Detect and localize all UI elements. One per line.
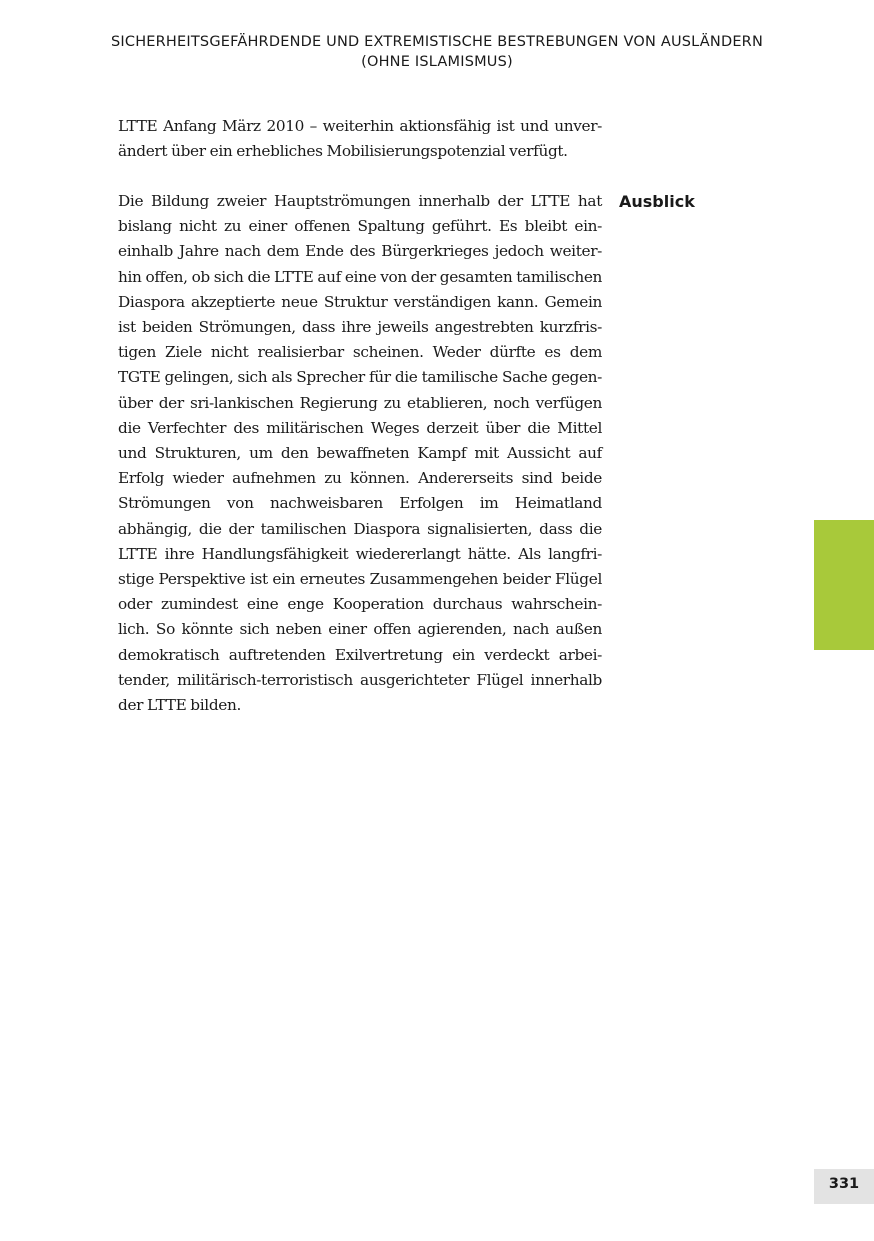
paragraph-line: Strömungen von nachweisbaren Erfolgen im Heimatland (118, 494, 602, 513)
paragraph-line: einhalb Jahre nach dem Ende des Bürgerkrieges jedoch weiter- (118, 242, 602, 261)
running-header (0, 32, 874, 72)
chapter-thumb-tab (814, 520, 874, 650)
paragraph-line: tigen Ziele nicht realisierbar scheinen. Weder dürfte es dem (118, 343, 602, 362)
paragraph-line: Erfolg wieder aufnehmen zu können. Andererseits sind beide (118, 469, 602, 488)
paragraph-continuation (118, 114, 602, 164)
paragraph-line: LTTE ihre Handlungsfähigkeit wiedererlangt hätte. Als langfri- (118, 544, 602, 563)
paragraph-line: stige Perspektive ist ein erneutes Zusammengehen beider Flügel (118, 570, 602, 589)
running-header-line-2: (OHNE ISLAMISMUS) (361, 54, 513, 70)
paragraph-line: ist beiden Strömungen, dass ihre jeweils angestrebten kurzfris- (118, 318, 602, 337)
paragraph-line: LTTE Anfang März 2010 – weiterhin aktionsfähig ist und unver- (118, 117, 602, 135)
paragraph-line: tender, militärisch-terroristisch ausgerichteter Flügel innerhalb (118, 670, 602, 689)
paragraph-line: abhängig, die der tamilischen Diaspora signalisierten, dass die (118, 519, 602, 538)
paragraph-line: der LTTE bilden. (118, 696, 241, 715)
running-header-line-1: SICHERHEITSGEFÄHRDENDE UND EXTREMISTISCHE BESTREBUNGEN VON AUSLÄNDERN (110, 34, 764, 50)
paragraph-line: demokratisch auftretenden Exilvertretung ein verdeckt arbei- (118, 645, 602, 664)
paragraph-line: hin offen, ob sich die LTTE auf eine von der gesamten tamilischen (118, 267, 603, 286)
paragraph-line: Die Bildung zweier Hauptströmungen innerhalb der LTTE hat (118, 192, 602, 210)
paragraph-line: die Verfechter des militärischen Weges derzeit über die Mittel (118, 418, 602, 437)
paragraph-line: bislang nicht zu einer offenen Spaltung geführt. Es bleibt ein- (118, 217, 602, 236)
paragraph-line: lich. So könnte sich neben einer offen agierenden, nach außen (118, 620, 602, 639)
paragraph-line: und Strukturen, um den bewaffneten Kampf mit Aussicht auf (118, 444, 602, 463)
paragraph-line: ändert über ein erhebliches Mobilisierungspotenzial verfügt. (118, 142, 568, 161)
paragraph-ausblick (118, 189, 602, 718)
page-number: 331 (814, 1169, 874, 1204)
paragraph-line: TGTE gelingen, sich als Sprecher für die tamilische Sache gegen- (118, 368, 602, 387)
sidebar-heading-ausblick: Ausblick (619, 192, 695, 211)
paragraph-line: Diaspora akzeptierte neue Struktur verständigen kann. Gemein (118, 292, 602, 311)
paragraph-line: oder zumindest eine enge Kooperation durchaus wahrschein- (118, 595, 602, 614)
paragraph-line: über der sri-lankischen Regierung zu etablieren, noch verfügen (118, 393, 602, 412)
